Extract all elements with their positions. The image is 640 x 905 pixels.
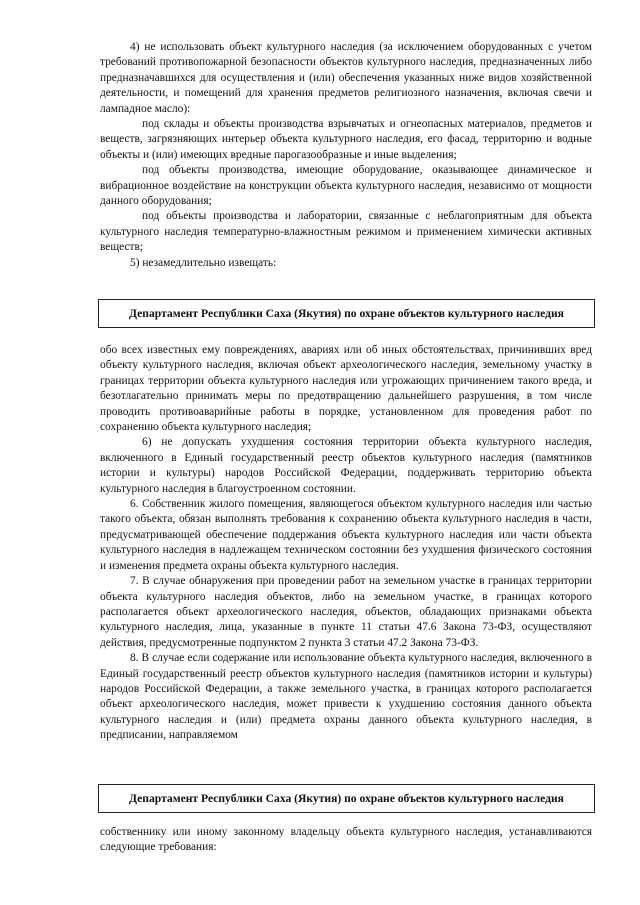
paragraph-section-6: 6. Собственник жилого помещения, являющегося объектом культурного наследия или частью такого объекта, обязан выполнять требования к сохранению объекта культурного наследия в части, предусматривающей обеспечение поддержания объекта культурного наследия или части объекта культурного наследия в надлежащем техническом состоянии без ухудшения физического состояния и изменения предмета охраны объекта культурного наследия. [100, 498, 592, 572]
text-block-middle [100, 343, 592, 744]
paragraph-item-6: 6) не допускать ухудшения состояния территории объекта культурного наследия, включенного в Единый государственный реестр объектов культурного наследия (памятников истории и культуры) народов Российской Федерации, поддерживать территорию объекта культурного наследия в благоустроенном состоянии. [100, 436, 592, 495]
department-stamp-header: Департамент Республики Саха (Якутия) по охране объектов культурного наследия [98, 299, 595, 328]
text-block-bottom [100, 825, 592, 856]
department-stamp-header-2: Департамент Республики Саха (Якутия) по охране объектов культурного наследия [98, 784, 595, 813]
paragraph-warehouses: под склады и объекты производства взрывчатых и огнеопасных материалов, предметов и веществ, загрязняющих интерьер объекта культурного наследия, его фасад, территорию и водные объекты и (или) имеющих вредные парогазообразные и иные выделения; [100, 118, 592, 161]
paragraph-laboratories: под объекты производства и лаборатории, связанные с неблагоприятным для объекта культурного наследия температурно-влажностным режимом и применением химически активных веществ; [100, 210, 592, 254]
paragraph-section-8: 8. В случае если содержание или использование объекта культурного наследия, включенного в Единый государственный реестр объектов культурного наследия (памятников истории и культуры) народов Российской Федерации, а также земельного участка, в границах которого располагается объект археологического наследия, может привести к ухудшению состояния данного объекта культурного наследия и (или) предмета охраны данного объекта культурного наследия, в предписании, направляемом [100, 652, 592, 742]
paragraph-section-7: 7. В случае обнаружения при проведении работ на земельном участке в границах территории объекта культурного наследия объектов, либо на земельном участке, в границах которого располагается объект археологического наследия, объектов, обладающих признаками объекта культурного наследия, лица, указанные в пункте 11 статьи 47.6 Закона 73-ФЗ, осуществляют действия, предусмотренные подпунктом 2 пункта 3 статьи 47.2 Закона 73-ФЗ. [100, 575, 592, 649]
paragraph-item-5: 5) незамедлительно извещать: [130, 256, 277, 269]
text-block-top [100, 40, 592, 271]
paragraph-damage-report: обо всех известных ему повреждениях, авариях или об иных обстоятельствах, причинивших вред объекту культурного наследия, включая объект археологического наследия, земельному участку в границах территории объекта культурного наследия или угрожающих причинением такого вреда, и безотлагательно принимать меры по предотвращению дальнейшего разрушения, в том числе проводить противоаварийные работы в порядке, установленном для проведения работ по сохранению объекта культурного наследия; [100, 344, 592, 434]
paragraph-item-4: 4) не использовать объект культурного наследия (за исключением оборудованных с учетом требований противопожарной безопасности объектов культурного наследия, предназначенных либо предназначавшихся для осуществления и (или) обеспечения указанных ниже видов хозяйственной деятельности, и помещений для хранения предметов религиозного назначения, включая свечи и лампадное масло): [100, 41, 592, 115]
paragraph-production-vibration: под объекты производства, имеющие оборудование, оказывающее динамическое и вибрационное воздействие на конструкции объекта культурного наследия, независимо от мощности данного оборудования; [100, 164, 592, 208]
paragraph-requirements: собственнику или иному законному владельцу объекта культурного наследия, устанавливаются следующие требования: [100, 826, 592, 854]
